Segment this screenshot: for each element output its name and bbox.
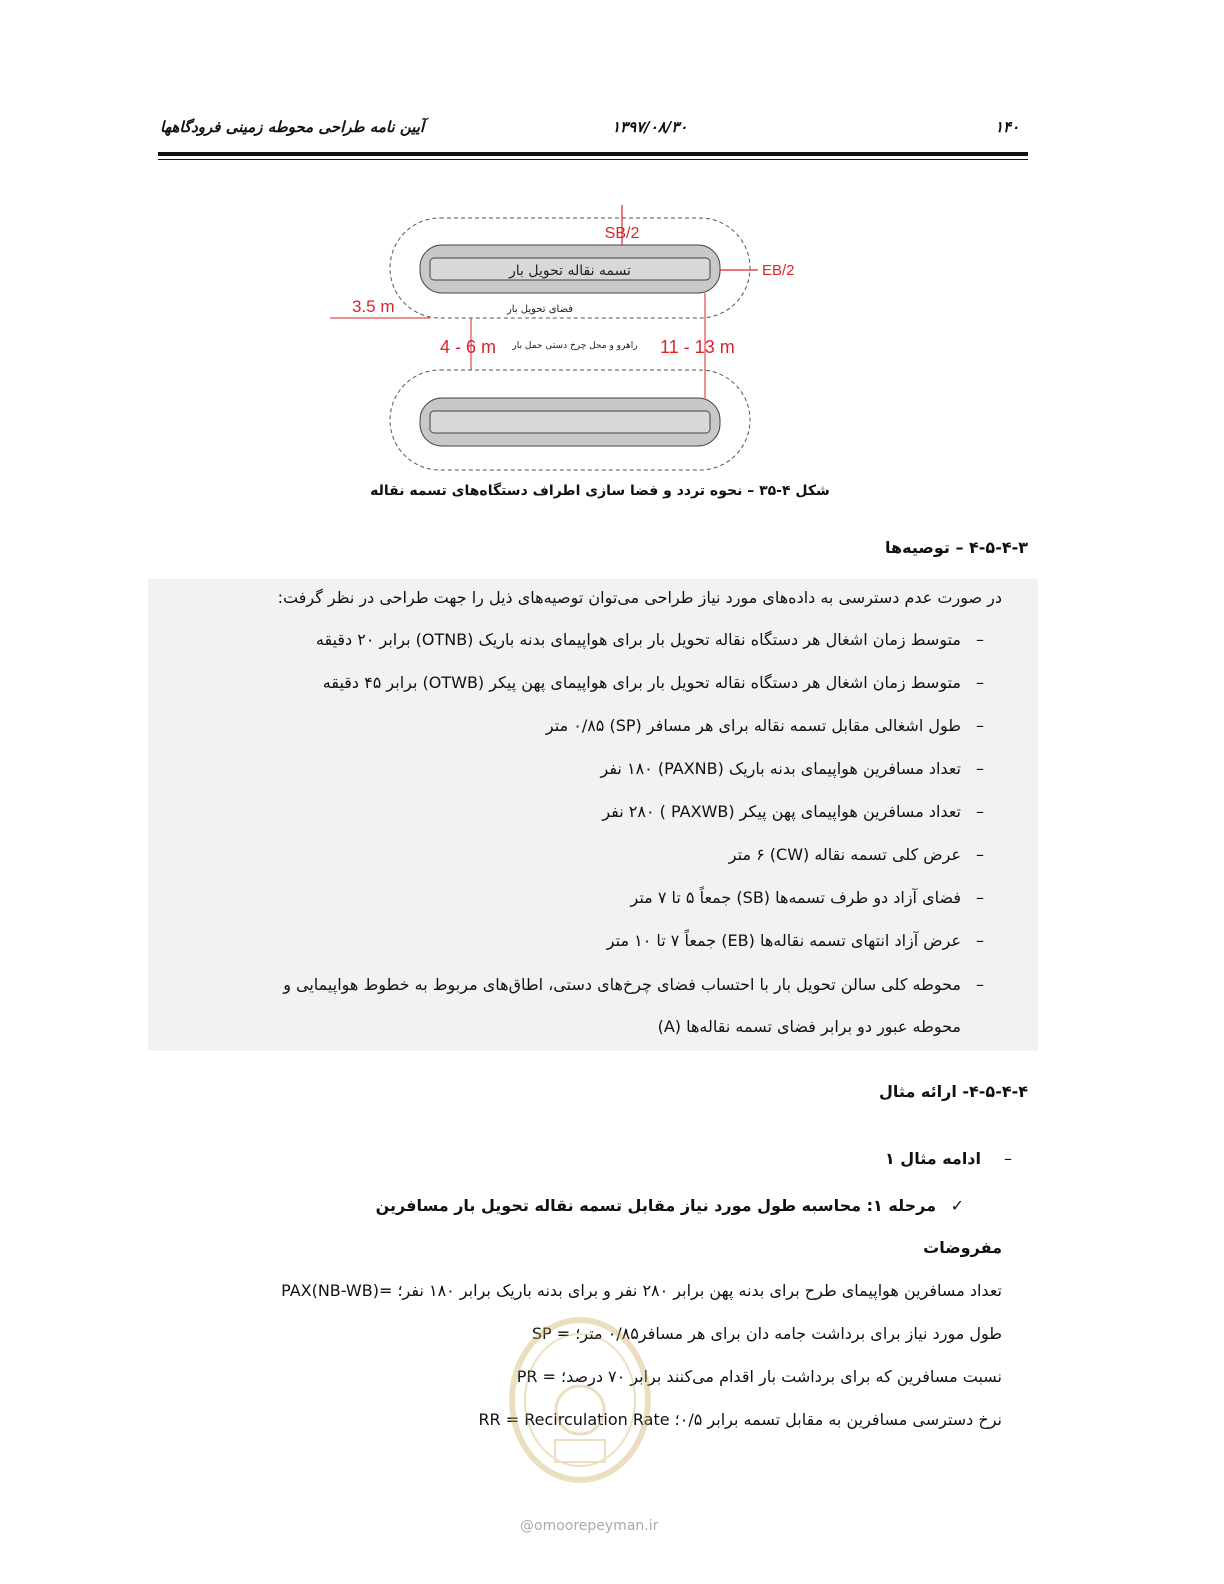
sb2-label: SB/2: [604, 225, 640, 242]
page-number: ۱۴۰: [995, 118, 1020, 136]
book-title: آیین نامه طراحی محوطه زمینی فرودگاهها: [160, 118, 425, 136]
list-item: تعداد مسافرین هواپیمای پهن پیکر (PAXWB ) ۲۸۰ نفر: [602, 802, 961, 821]
list-item: متوسط زمان اشغال هر دستگاه نقاله تحویل بار برای هواپیمای پهن پیکر (OTWB) برابر ۴۵ دقیقه: [322, 673, 961, 692]
list-bullet: –: [976, 673, 984, 692]
list-bullet: –: [976, 931, 984, 950]
lower-belt-inner: [430, 411, 710, 433]
list-item: محوطه کلی سالن تحویل بار با احتساب فضای چرخ‌های دستی، اطاق‌های مربوط به خطوط هواپیمایی و: [283, 975, 961, 994]
example-step: مرحله ۱: محاسبه طول مورد نیاز مقابل تسمه نقاله تحویل بار مسافرین: [375, 1196, 936, 1215]
assumption-line: RR = Recirculation Rate نرخ دسترسی مسافرین به مقابل تسمه برابر ۰/۵؛: [478, 1410, 1002, 1429]
list-item: تعداد مسافرین هواپیمای بدنه باریک (PAXNB) ۱۸۰ نفر: [600, 759, 961, 778]
baggage-belt-diagram: [330, 200, 800, 480]
list-bullet: –: [976, 975, 984, 994]
list-bullet: –: [976, 802, 984, 821]
header-rule-thin: [158, 159, 1028, 160]
list-bullet: –: [976, 716, 984, 735]
list-bullet: –: [976, 630, 984, 649]
list-item: فضای آزاد دو طرف تسمه‌ها (SB) جمعاً ۵ تا ۷ متر: [630, 888, 961, 907]
list-bullet: –: [1004, 1149, 1012, 1168]
aisle-label: راهرو و محل چرخ دستی حمل بار: [512, 341, 638, 351]
assumptions-heading: مفروضات: [923, 1238, 1002, 1257]
list-item: عرض آزاد انتهای تسمه نقاله‌ها (EB) جمعاً ۷ تا ۱۰ متر: [606, 931, 961, 950]
dim-4-6m: 4 - 6 m: [440, 337, 497, 357]
figure-caption: شکل ۴-۳۵ – نحوه تردد و فضا سازی اطراف دستگاه‌های تسمه نقاله: [370, 483, 830, 499]
header-rule: [158, 152, 1028, 156]
assumption-line: SP = طول مورد نیاز برای برداشت جامه دان برای هر مسافر۰/۸۵ متر؛: [531, 1324, 1002, 1343]
list-item: طول اشغالی مقابل تسمه نقاله برای هر مسافر (SP) ۰/۸۵ متر: [545, 716, 961, 735]
recommendations-intro: در صورت عدم دسترسی به داده‌های مورد نیاز طراحی می‌توان توصیه‌های ذیل را جهت طراحی در نظر گرفت:: [277, 588, 1002, 607]
list-bullet: –: [976, 759, 984, 778]
dim-3-5m: 3.5 m: [352, 297, 395, 316]
example-continue: ادامه مثال ۱: [884, 1149, 981, 1168]
header-date: ۱۳۹۷/۰۸/۳۰: [612, 118, 688, 136]
section-heading-recommendations: ۴-۵-۴-۳ – توصیه‌ها: [885, 538, 1028, 557]
list-bullet: –: [976, 888, 984, 907]
dim-11-13m: 11 - 13 m: [660, 337, 735, 357]
list-item-continued: محوطه عبور دو برابر فضای تسمه نقاله‌ها (A): [657, 1017, 961, 1036]
assumption-line: PR = نسبت مسافرین که برای برداشت بار اقدام می‌کنند برابر ۷۰ درصد؛: [516, 1367, 1002, 1386]
assumption-line: PAX(NB-WB)= تعداد مسافرین هواپیمای طرح برای بدنه پهن برابر ۲۸۰ نفر و برای بدنه باریک برابر ۱۸۰ نفر؛: [281, 1281, 1002, 1300]
watermark-url: @omoorepeyman.ir: [520, 1518, 659, 1534]
section-heading-example: ۴-۵-۴-۴- ارائه مثال: [879, 1082, 1028, 1101]
delivery-space-label: فضای تحویل بار: [506, 304, 574, 315]
check-icon: ✓: [950, 1196, 964, 1215]
list-bullet: –: [976, 845, 984, 864]
eb2-label: EB/2: [762, 262, 795, 279]
list-item: متوسط زمان اشغال هر دستگاه نقاله تحویل بار برای هواپیمای بدنه باریک (OTNB) برابر ۲۰ دقیقه: [315, 630, 961, 649]
belt-label: تسمه نقاله تحویل بار: [509, 263, 631, 279]
logo-watermark-icon: [505, 1290, 655, 1490]
list-item: عرض کلی تسمه نقاله (CW) ۶ متر: [728, 845, 961, 864]
